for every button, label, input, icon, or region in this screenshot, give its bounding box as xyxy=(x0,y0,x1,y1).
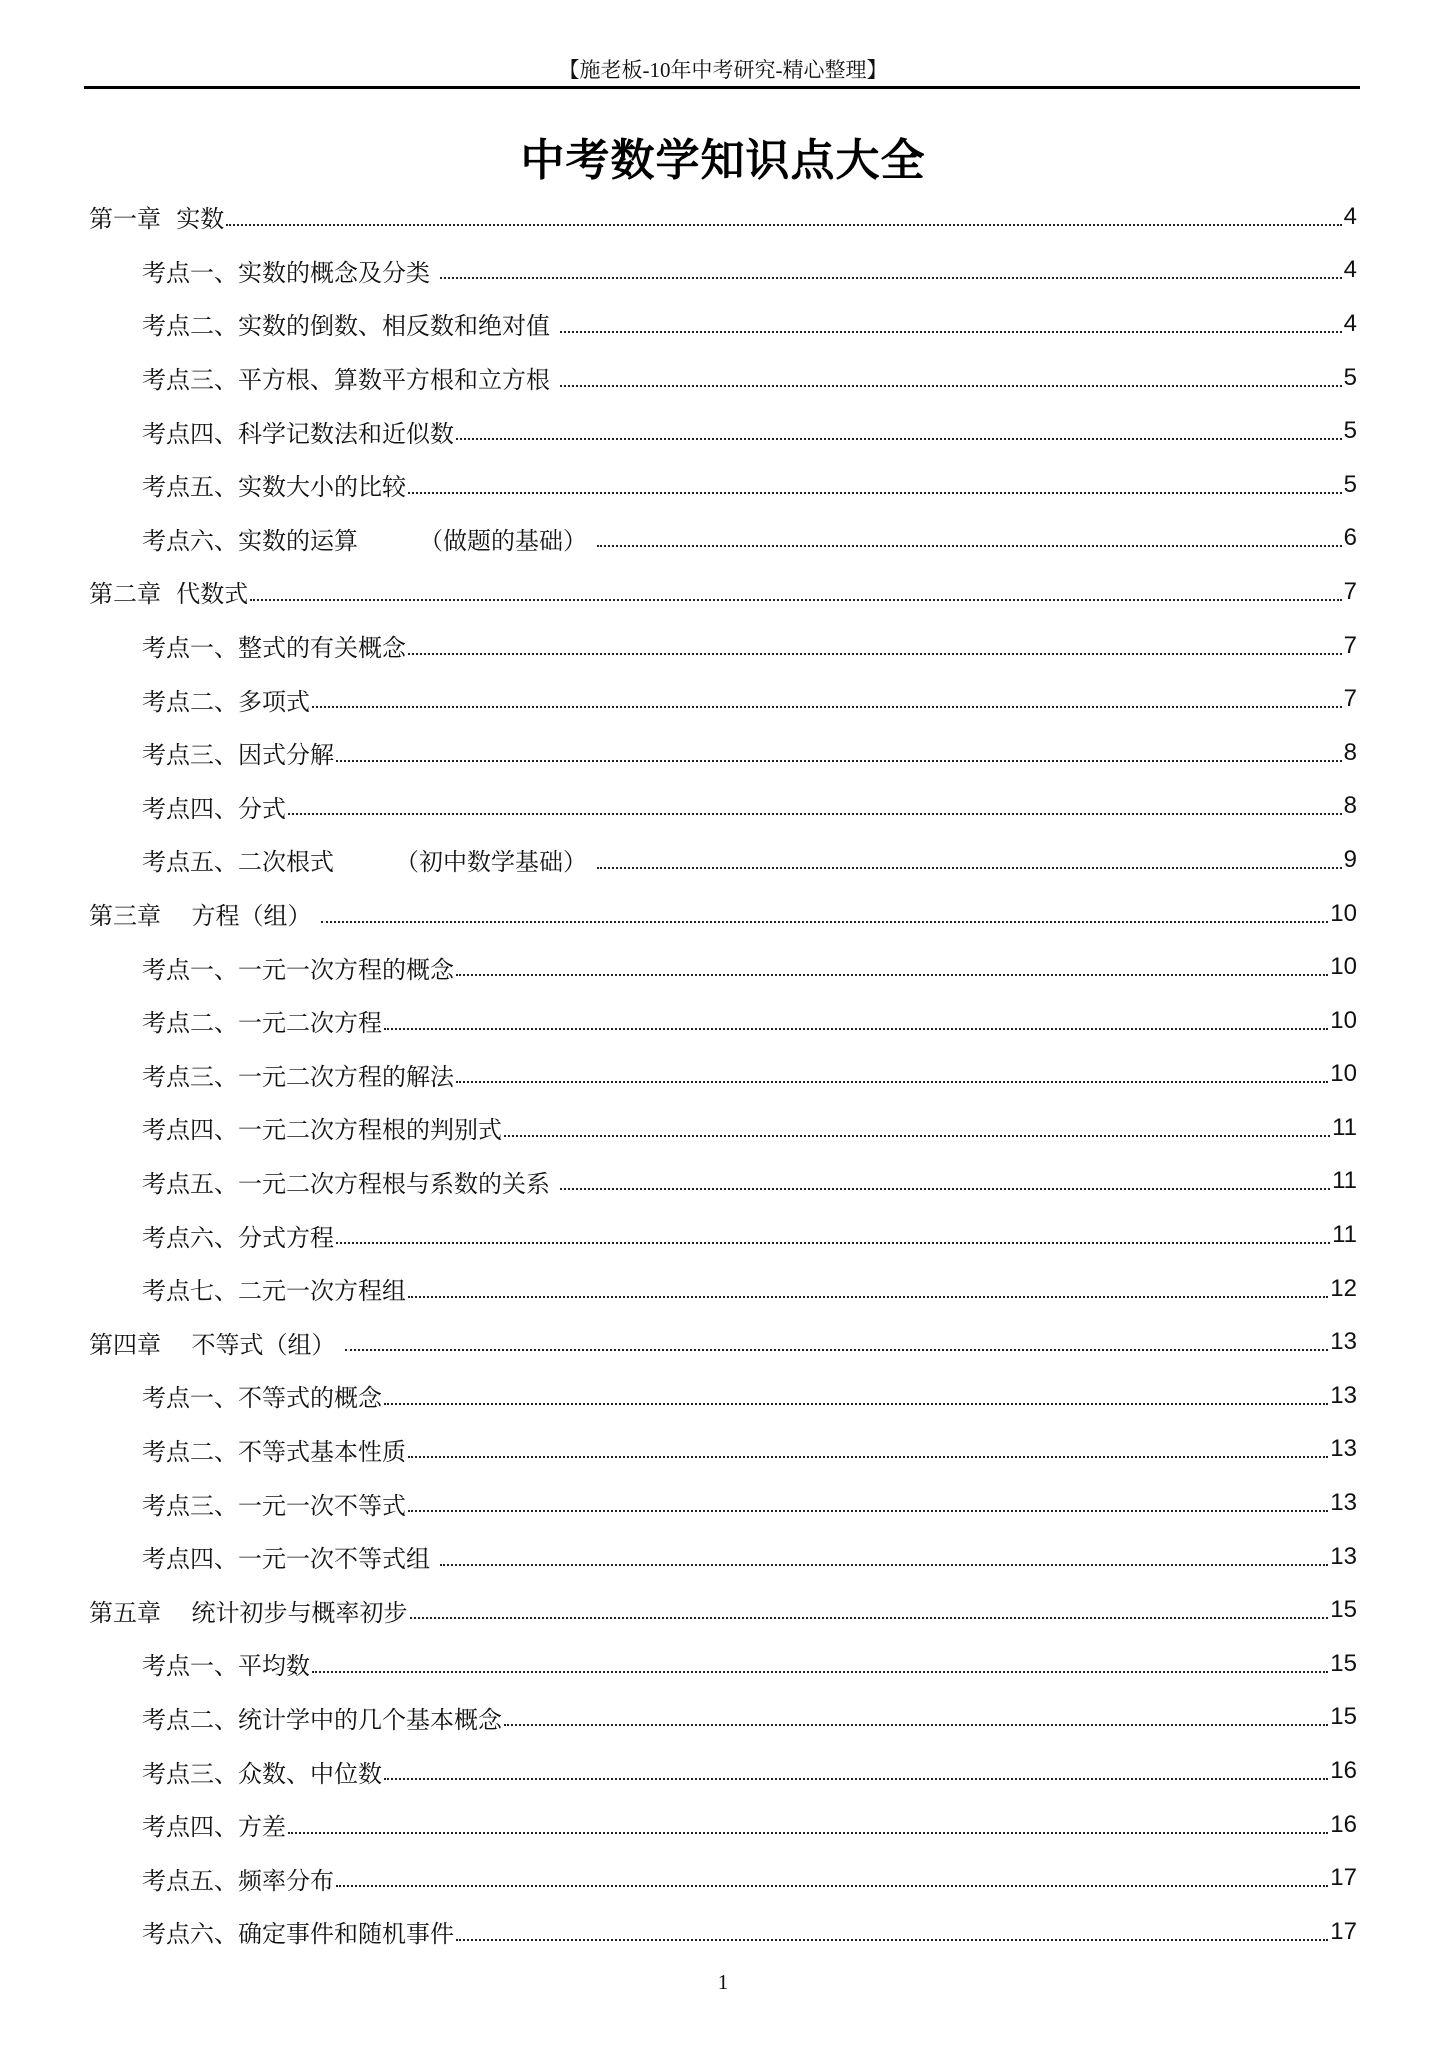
toc-section-entry[interactable] xyxy=(89,458,1357,512)
toc-entry-page-number: 13 xyxy=(1330,1435,1357,1463)
dot-leader xyxy=(384,1759,1328,1783)
toc-entry-label: 第五章 统计初步与概率初步 xyxy=(89,1598,408,1627)
dot-leader xyxy=(456,1062,1328,1086)
dot-leader xyxy=(336,1866,1328,1890)
dot-leader xyxy=(560,1169,1330,1193)
dot-leader xyxy=(456,419,1342,443)
dot-leader xyxy=(250,580,1341,604)
dot-leader xyxy=(440,1545,1329,1569)
toc-entry-label: 考点一、不等式的概念 xyxy=(142,1384,382,1413)
toc-entry-page-number: 5 xyxy=(1343,470,1357,498)
toc-entry-page-number: 9 xyxy=(1343,845,1357,873)
toc-entry-page-number: 11 xyxy=(1332,1167,1357,1195)
toc-entry-page-number: 4 xyxy=(1343,256,1357,284)
dot-leader xyxy=(410,1598,1329,1622)
toc-entry-label: 考点五、一元二次方程根与系数的关系 xyxy=(142,1169,558,1198)
toc-entry-page-number: 5 xyxy=(1343,417,1357,445)
dot-leader xyxy=(408,473,1342,497)
dot-leader xyxy=(312,687,1342,711)
toc-entry-label: 考点七、二元一次方程组 xyxy=(142,1277,406,1306)
toc-entry-page-number: 16 xyxy=(1330,1757,1357,1785)
toc-section-entry[interactable] xyxy=(89,1637,1357,1691)
toc-entry-label: 考点六、分式方程 xyxy=(142,1223,334,1252)
toc-entry-label: 考点六、确定事件和随机事件 xyxy=(142,1920,454,1949)
toc-section-entry[interactable] xyxy=(89,1262,1357,1316)
toc-section-entry[interactable] xyxy=(89,1423,1357,1477)
toc-entry-label: 考点三、因式分解 xyxy=(142,741,334,770)
toc-entry-page-number: 8 xyxy=(1343,792,1357,820)
toc-chapter-entry[interactable] xyxy=(89,887,1357,941)
toc-chapter-entry[interactable] xyxy=(89,565,1357,619)
toc-section-entry[interactable] xyxy=(89,404,1357,458)
dot-leader xyxy=(408,1491,1328,1515)
toc-section-entry[interactable] xyxy=(89,1691,1357,1745)
document-title: 中考数学知识点大全 xyxy=(520,135,926,186)
toc-entry-label: 考点一、实数的概念及分类 xyxy=(142,258,438,287)
dot-leader xyxy=(456,955,1328,979)
dot-leader xyxy=(456,1920,1328,1944)
toc-entry-page-number: 8 xyxy=(1343,738,1357,766)
dot-leader xyxy=(597,526,1342,550)
toc-entry-page-number: 10 xyxy=(1330,899,1357,927)
toc-entry-label: 考点三、一元一次不等式 xyxy=(142,1491,406,1520)
toc-entry-label: 考点五、实数大小的比较 xyxy=(142,473,406,502)
dot-leader xyxy=(345,1330,1328,1354)
table-of-contents xyxy=(89,190,1357,1959)
toc-entry-label: 考点二、统计学中的几个基本概念 xyxy=(142,1705,502,1734)
toc-chapter-entry[interactable] xyxy=(89,190,1357,244)
toc-section-entry[interactable] xyxy=(89,619,1357,673)
dot-leader xyxy=(321,902,1328,926)
dot-leader xyxy=(288,1813,1328,1837)
toc-section-entry[interactable] xyxy=(89,1851,1357,1905)
toc-entry-label: 考点二、不等式基本性质 xyxy=(142,1437,406,1466)
header-divider xyxy=(84,86,1360,89)
toc-entry-label: 考点五、频率分布 xyxy=(142,1866,334,1895)
dot-leader xyxy=(336,741,1342,765)
toc-entry-label: 考点四、分式 xyxy=(142,794,286,823)
toc-section-entry[interactable] xyxy=(89,1155,1357,1209)
toc-entry-page-number: 7 xyxy=(1343,685,1357,713)
toc-entry-page-number: 15 xyxy=(1330,1596,1357,1624)
toc-section-entry[interactable] xyxy=(89,1048,1357,1102)
dot-leader xyxy=(288,794,1342,818)
toc-entry-page-number: 16 xyxy=(1330,1810,1357,1838)
toc-entry-page-number: 4 xyxy=(1343,202,1357,230)
toc-entry-page-number: 12 xyxy=(1330,1274,1357,1302)
toc-entry-page-number: 15 xyxy=(1330,1649,1357,1677)
toc-entry-label: 考点五、二次根式 （初中数学基础） xyxy=(142,848,595,877)
toc-entry-page-number: 13 xyxy=(1330,1542,1357,1570)
dot-leader xyxy=(384,1384,1328,1408)
toc-entry-page-number: 10 xyxy=(1330,1060,1357,1088)
toc-entry-page-number: 11 xyxy=(1332,1113,1357,1141)
dot-leader xyxy=(597,848,1342,872)
dot-leader xyxy=(560,312,1342,336)
dot-leader xyxy=(384,1009,1328,1033)
toc-section-entry[interactable] xyxy=(89,1798,1357,1852)
toc-entry-page-number: 6 xyxy=(1343,524,1357,552)
dot-leader xyxy=(312,1652,1328,1676)
toc-entry-page-number: 13 xyxy=(1330,1328,1357,1356)
toc-entry-page-number: 13 xyxy=(1330,1489,1357,1517)
toc-entry-label: 考点二、一元二次方程 xyxy=(142,1009,382,1038)
toc-entry-label: 考点二、实数的倒数、相反数和绝对值 xyxy=(142,312,558,341)
toc-entry-page-number: 7 xyxy=(1343,631,1357,659)
toc-entry-page-number: 10 xyxy=(1330,953,1357,981)
toc-entry-label: 第四章 不等式（组） xyxy=(89,1330,344,1359)
toc-section-entry[interactable] xyxy=(89,994,1357,1048)
toc-entry-page-number: 15 xyxy=(1330,1703,1357,1731)
toc-entry-label: 考点一、一元一次方程的概念 xyxy=(142,955,454,984)
toc-entry-page-number: 4 xyxy=(1343,309,1357,337)
toc-entry-label: 考点二、多项式 xyxy=(142,687,310,716)
toc-section-entry[interactable] xyxy=(89,672,1357,726)
toc-entry-page-number: 13 xyxy=(1330,1381,1357,1409)
dot-leader xyxy=(336,1223,1330,1247)
toc-entry-page-number: 5 xyxy=(1343,363,1357,391)
toc-entry-label: 考点一、整式的有关概念 xyxy=(142,634,406,663)
toc-entry-page-number: 11 xyxy=(1332,1221,1357,1249)
toc-entry-label: 第一章 实数 xyxy=(89,205,225,234)
toc-chapter-entry[interactable] xyxy=(89,1315,1357,1369)
toc-entry-label: 第二章 代数式 xyxy=(89,580,249,609)
toc-entry-page-number: 17 xyxy=(1330,1864,1357,1892)
toc-section-entry[interactable] xyxy=(89,512,1357,566)
toc-entry-label: 考点三、平方根、算数平方根和立方根 xyxy=(142,366,558,395)
toc-section-entry[interactable] xyxy=(89,1369,1357,1423)
toc-entry-page-number: 17 xyxy=(1330,1917,1357,1945)
toc-entry-label: 考点六、实数的运算 （做题的基础） xyxy=(142,526,595,555)
toc-section-entry[interactable] xyxy=(89,244,1357,298)
toc-section-entry[interactable] xyxy=(89,1476,1357,1530)
toc-entry-label: 考点四、科学记数法和近似数 xyxy=(142,419,454,448)
toc-section-entry[interactable] xyxy=(89,297,1357,351)
toc-entry-page-number: 10 xyxy=(1330,1006,1357,1034)
toc-entry-page-number: 7 xyxy=(1343,577,1357,605)
toc-entry-label: 考点三、众数、中位数 xyxy=(142,1759,382,1788)
dot-leader xyxy=(504,1116,1330,1140)
dot-leader xyxy=(408,1277,1328,1301)
page-header: 【施老板-10年中考研究-精心整理】 xyxy=(558,58,888,82)
toc-entry-label: 考点四、一元二次方程根的判别式 xyxy=(142,1116,502,1145)
toc-section-entry[interactable] xyxy=(89,780,1357,834)
dot-leader xyxy=(440,258,1342,282)
toc-section-entry[interactable] xyxy=(89,940,1357,994)
toc-section-entry[interactable] xyxy=(89,1905,1357,1959)
dot-leader xyxy=(226,205,1341,229)
toc-entry-label: 考点四、一元一次不等式组 xyxy=(142,1545,438,1574)
dot-leader xyxy=(408,1437,1328,1461)
toc-entry-label: 考点一、平均数 xyxy=(142,1652,310,1681)
dot-leader xyxy=(504,1705,1328,1729)
toc-section-entry[interactable] xyxy=(89,833,1357,887)
toc-section-entry[interactable] xyxy=(89,1530,1357,1584)
page-number: 1 xyxy=(717,1970,729,1994)
toc-section-entry[interactable] xyxy=(89,1208,1357,1262)
toc-entry-label: 考点四、方差 xyxy=(142,1813,286,1842)
toc-entry-label: 第三章 方程（组） xyxy=(89,902,320,931)
toc-section-entry[interactable] xyxy=(89,726,1357,780)
dot-leader xyxy=(560,366,1342,390)
toc-entry-label: 考点三、一元二次方程的解法 xyxy=(142,1062,454,1091)
toc-section-entry[interactable] xyxy=(89,351,1357,405)
dot-leader xyxy=(408,634,1342,658)
toc-chapter-entry[interactable] xyxy=(89,1583,1357,1637)
toc-section-entry[interactable] xyxy=(89,1101,1357,1155)
toc-section-entry[interactable] xyxy=(89,1744,1357,1798)
